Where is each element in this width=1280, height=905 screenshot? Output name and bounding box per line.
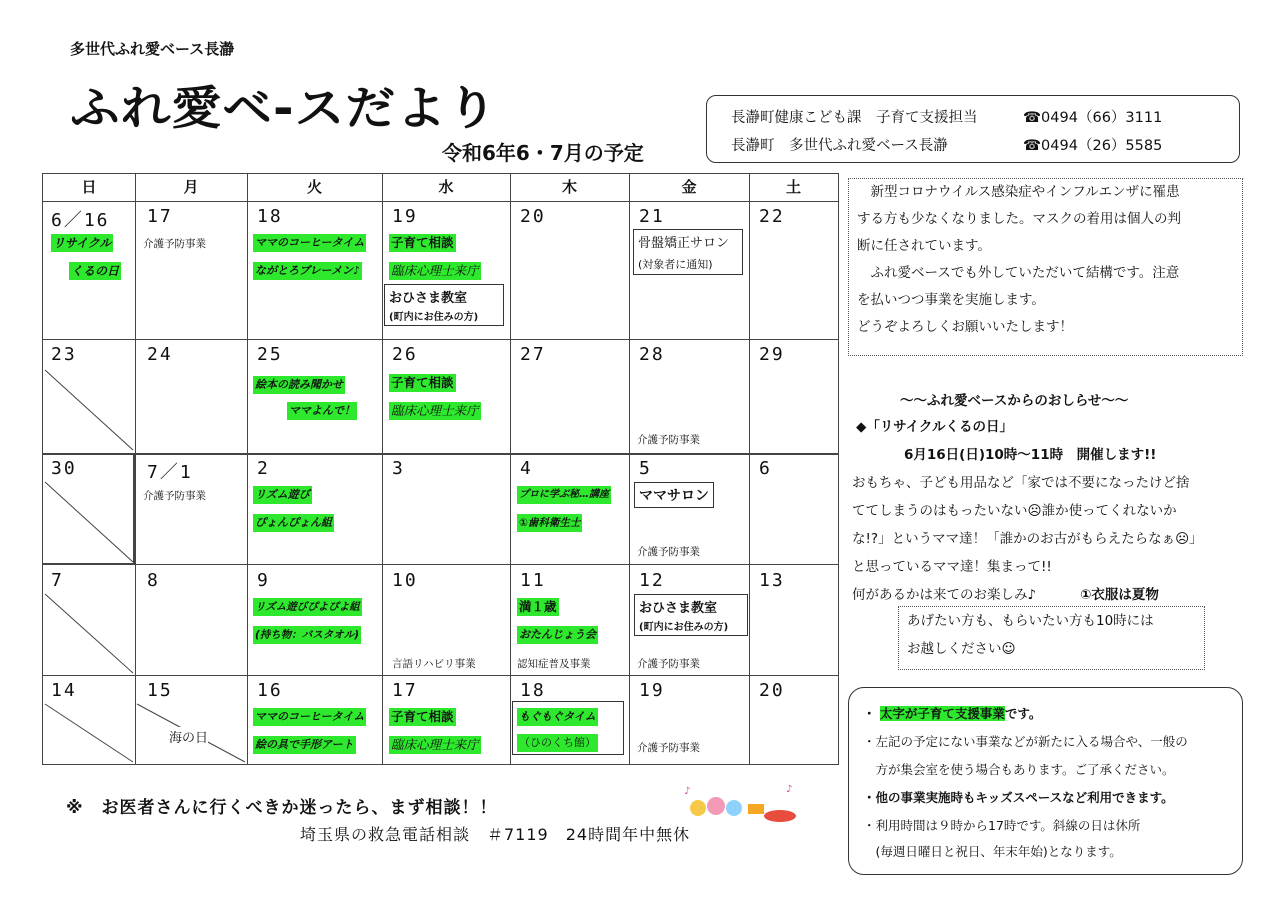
- event-care-prevention: 介護予防事業: [143, 238, 206, 250]
- event-parenting-consult: 子育て相談: [391, 375, 454, 390]
- weekday-fri: 金: [629, 174, 749, 202]
- event-psychologist: 臨床心理士来庁: [391, 263, 479, 278]
- day-number: 21: [639, 206, 665, 227]
- event-care-prevention: 介護予防事業: [143, 490, 206, 502]
- closed-day-line: [45, 594, 133, 673]
- news-body-line: な!?」というママ達！「誰かのお古がもらえたらなぁ☹」: [852, 531, 1203, 547]
- day-number: 18: [520, 680, 546, 701]
- event-ohisama-title: おひさま教室: [389, 291, 468, 306]
- day-number: 26: [392, 344, 418, 365]
- info-line: ・利用時間は９時から17時です。斜線の日は休所: [863, 818, 1141, 833]
- schedule-period: 令和6年6・7月の予定: [442, 141, 644, 165]
- organization-subtitle: 多世代ふれ愛ベース長瀞: [70, 40, 235, 58]
- event-coffee-time: ママのコーヒータイム: [253, 708, 366, 726]
- contact-phone-1: ☎0494（66）3111: [1023, 110, 1163, 126]
- event-pro-lecture: プロに学ぶ秘…講座: [517, 486, 611, 504]
- holiday-marine-day: 海の日: [169, 727, 208, 746]
- day-number: 6／16: [51, 210, 110, 231]
- event-ohisama-note: (町内にお住みの方): [389, 312, 479, 323]
- event-mama-read: ママよんで！: [287, 402, 357, 420]
- event-picture-book: 絵本の読み聞かせ: [253, 376, 345, 394]
- emergency-phone-line: 埼玉県の救急電話相談 ＃7119 24時間年中無休: [300, 825, 691, 844]
- notice-line: する方も少なくなりました。マスクの着用は個人の判: [857, 211, 1181, 227]
- day-number: 28: [639, 344, 665, 365]
- day-number: 15: [147, 680, 173, 701]
- day-number: 5: [639, 458, 652, 479]
- event-recycle: リサイクル: [53, 236, 112, 250]
- event-pelvis-salon: [633, 229, 743, 275]
- newsletter-title: ふれ愛ベ-スだより: [70, 81, 498, 135]
- event-ohisama-class: [634, 594, 748, 636]
- closed-day-line: [45, 704, 133, 762]
- event-bremen: ながとろブレーメン♪: [253, 262, 362, 280]
- event-dementia: 認知症普及事業: [517, 658, 591, 670]
- event-mogumogu-time: もぐもぐタイム: [517, 708, 598, 726]
- info-legend: ・ 太字が子育て支援事業です。: [863, 706, 1042, 721]
- day-number: 16: [257, 680, 283, 701]
- day-number: 20: [759, 680, 785, 701]
- day-number: 13: [759, 570, 785, 591]
- medical-advice-line: ※ お医者さんに行くべきか迷ったら、まず相談！！: [66, 798, 498, 818]
- event-recycle-day: くるの日: [71, 264, 120, 278]
- event-bring-towel: (持ち物：バスタオル): [253, 626, 361, 644]
- weekday-mon: 月: [135, 174, 247, 202]
- day-number: 6: [759, 458, 772, 479]
- day-number: 11: [520, 570, 546, 591]
- info-line: ・他の事業実施時もキッズスペースなど利用できます。: [863, 790, 1174, 805]
- info-box: [848, 687, 1243, 875]
- closed-day-line: [45, 370, 133, 450]
- weekday-sun: 日: [43, 174, 135, 202]
- day-number: 7／1: [147, 462, 193, 483]
- contact-label-1: 長瀞町健康こども課 子育て支援担当: [731, 110, 978, 126]
- day-number: 25: [257, 344, 283, 365]
- contact-box: [706, 95, 1240, 163]
- day-number: 14: [51, 680, 77, 701]
- closed-day-line: [45, 482, 133, 562]
- day-number: 30: [51, 458, 77, 479]
- info-line: ・左記の予定にない事業などが新たに入る場合や、一般の: [863, 734, 1188, 749]
- event-psychologist: 臨床心理士来庁: [391, 737, 479, 752]
- news-item-title: ◆「リサイクルくるの日」: [856, 419, 1013, 435]
- day-number: 7: [51, 570, 64, 591]
- day-number: 17: [392, 680, 418, 701]
- event-rhythm-play: リズム遊び: [253, 486, 312, 504]
- event-care-prevention: 介護予防事業: [637, 742, 700, 754]
- day-number: 8: [147, 570, 160, 591]
- day-number: 10: [392, 570, 418, 591]
- event-ohisama-class: [384, 284, 504, 326]
- notice-line: を払いつつ事業を実施します。: [857, 292, 1045, 308]
- event-care-prevention: 介護予防事業: [637, 658, 700, 670]
- event-rhythm-piyo: リズム遊びぴよぴよ組: [253, 598, 362, 616]
- day-number: 17: [147, 206, 173, 227]
- news-clothes-note: ①衣服は夏物: [1080, 587, 1159, 603]
- weekday-wed: 水: [382, 174, 510, 202]
- day-number: 4: [520, 458, 533, 479]
- event-first-birthday: 満１歳: [519, 599, 557, 614]
- event-rhythm-group: ぴょんぴょん組: [253, 514, 334, 532]
- event-handprint-art: 絵の具で手形アート: [253, 736, 356, 754]
- day-number: 12: [639, 570, 665, 591]
- day-number: 23: [51, 344, 77, 365]
- svg-text:♪: ♪: [684, 786, 691, 797]
- day-number: 19: [392, 206, 418, 227]
- event-coffee-time: ママのコーヒータイム: [253, 234, 366, 252]
- pickup-note-line: お越しください☺: [907, 641, 1016, 657]
- event-speech-rehab: 言語リハビリ事業: [392, 658, 476, 670]
- event-mogumogu-box: [512, 701, 624, 755]
- covid-notice: [848, 178, 1243, 356]
- news-body-line: と思っているママ達！集まって!!: [852, 559, 1052, 575]
- notice-line: 断に任されています。: [857, 238, 991, 254]
- day-number: 2: [257, 458, 270, 479]
- weekday-tue: 火: [247, 174, 382, 202]
- news-body-line: ててしまうのはもったいない☹誰か使ってくれないか: [852, 503, 1177, 519]
- notice-line: 新型コロナウイルス感染症やインフルエンザに罹患: [857, 184, 1180, 200]
- weekday-sat: 土: [749, 174, 838, 202]
- news-item-date: 6月16日(日)10時～11時 開催します!!: [904, 447, 1157, 463]
- day-number: 22: [759, 206, 785, 227]
- event-pelvis-note: (対象者に通知): [638, 258, 713, 271]
- calendar-grid: [42, 173, 839, 765]
- news-body-line: 何があるかは来てのお楽しみ♪: [852, 587, 1050, 603]
- event-hinokuchi: （ひのくち館）: [517, 734, 598, 752]
- day-number: 19: [639, 680, 665, 701]
- notice-line: ふれ愛ベースでも外していただいて結構です。注意: [857, 265, 1180, 281]
- event-psychologist: 臨床心理士来庁: [391, 403, 479, 418]
- day-number: 29: [759, 344, 785, 365]
- event-dental-hygienist: ①歯科衛生士: [517, 514, 582, 532]
- event-care-prevention: 介護予防事業: [637, 434, 700, 446]
- info-legend-highlight: 太字が子育て支援事業: [879, 706, 1005, 721]
- day-number: 27: [520, 344, 546, 365]
- event-care-prevention: 介護予防事業: [637, 546, 700, 558]
- day-number: 9: [257, 570, 270, 591]
- event-mama-salon: ママサロン: [634, 482, 714, 508]
- weekday-thu: 木: [510, 174, 629, 202]
- event-pelvis-title: 骨盤矯正サロン: [638, 236, 730, 251]
- info-line: (毎週日曜日と祝日、年末年始)となります。: [863, 844, 1122, 859]
- event-ohisama-note: (町内にお住みの方): [639, 622, 729, 633]
- day-number: 18: [257, 206, 283, 227]
- day-number: 20: [520, 206, 546, 227]
- info-line: 方が集会室を使う場合もあります。ご了承ください。: [863, 762, 1175, 777]
- event-parenting-consult: 子育て相談: [391, 235, 454, 250]
- svg-text:♪: ♪: [786, 784, 793, 795]
- notice-line: どうぞよろしくお願いいたします！: [857, 319, 1073, 335]
- contact-label-2: 長瀞町 多世代ふれ愛ベース長瀞: [731, 138, 948, 154]
- info-legend-suffix: です。: [1004, 706, 1042, 721]
- pickup-note-box: [898, 606, 1205, 670]
- event-birthday-party: おたんじょう会: [517, 626, 598, 644]
- pickup-note-line: あげたい方も、もらいたい方も10時には: [907, 613, 1154, 629]
- decoration-toys-icon: [676, 778, 806, 826]
- news-body-line: おもちゃ、子ども用品など「家では不要になったけど捨: [852, 475, 1190, 491]
- day-number: 24: [147, 344, 173, 365]
- news-heading: ～～ふれ愛ベースからのおしらせ～～: [900, 393, 1129, 409]
- event-parenting-consult: 子育て相談: [391, 709, 454, 724]
- day-number: 3: [392, 458, 405, 479]
- event-ohisama-title: おひさま教室: [639, 601, 718, 616]
- contact-phone-2: ☎0494（26）5585: [1023, 138, 1163, 154]
